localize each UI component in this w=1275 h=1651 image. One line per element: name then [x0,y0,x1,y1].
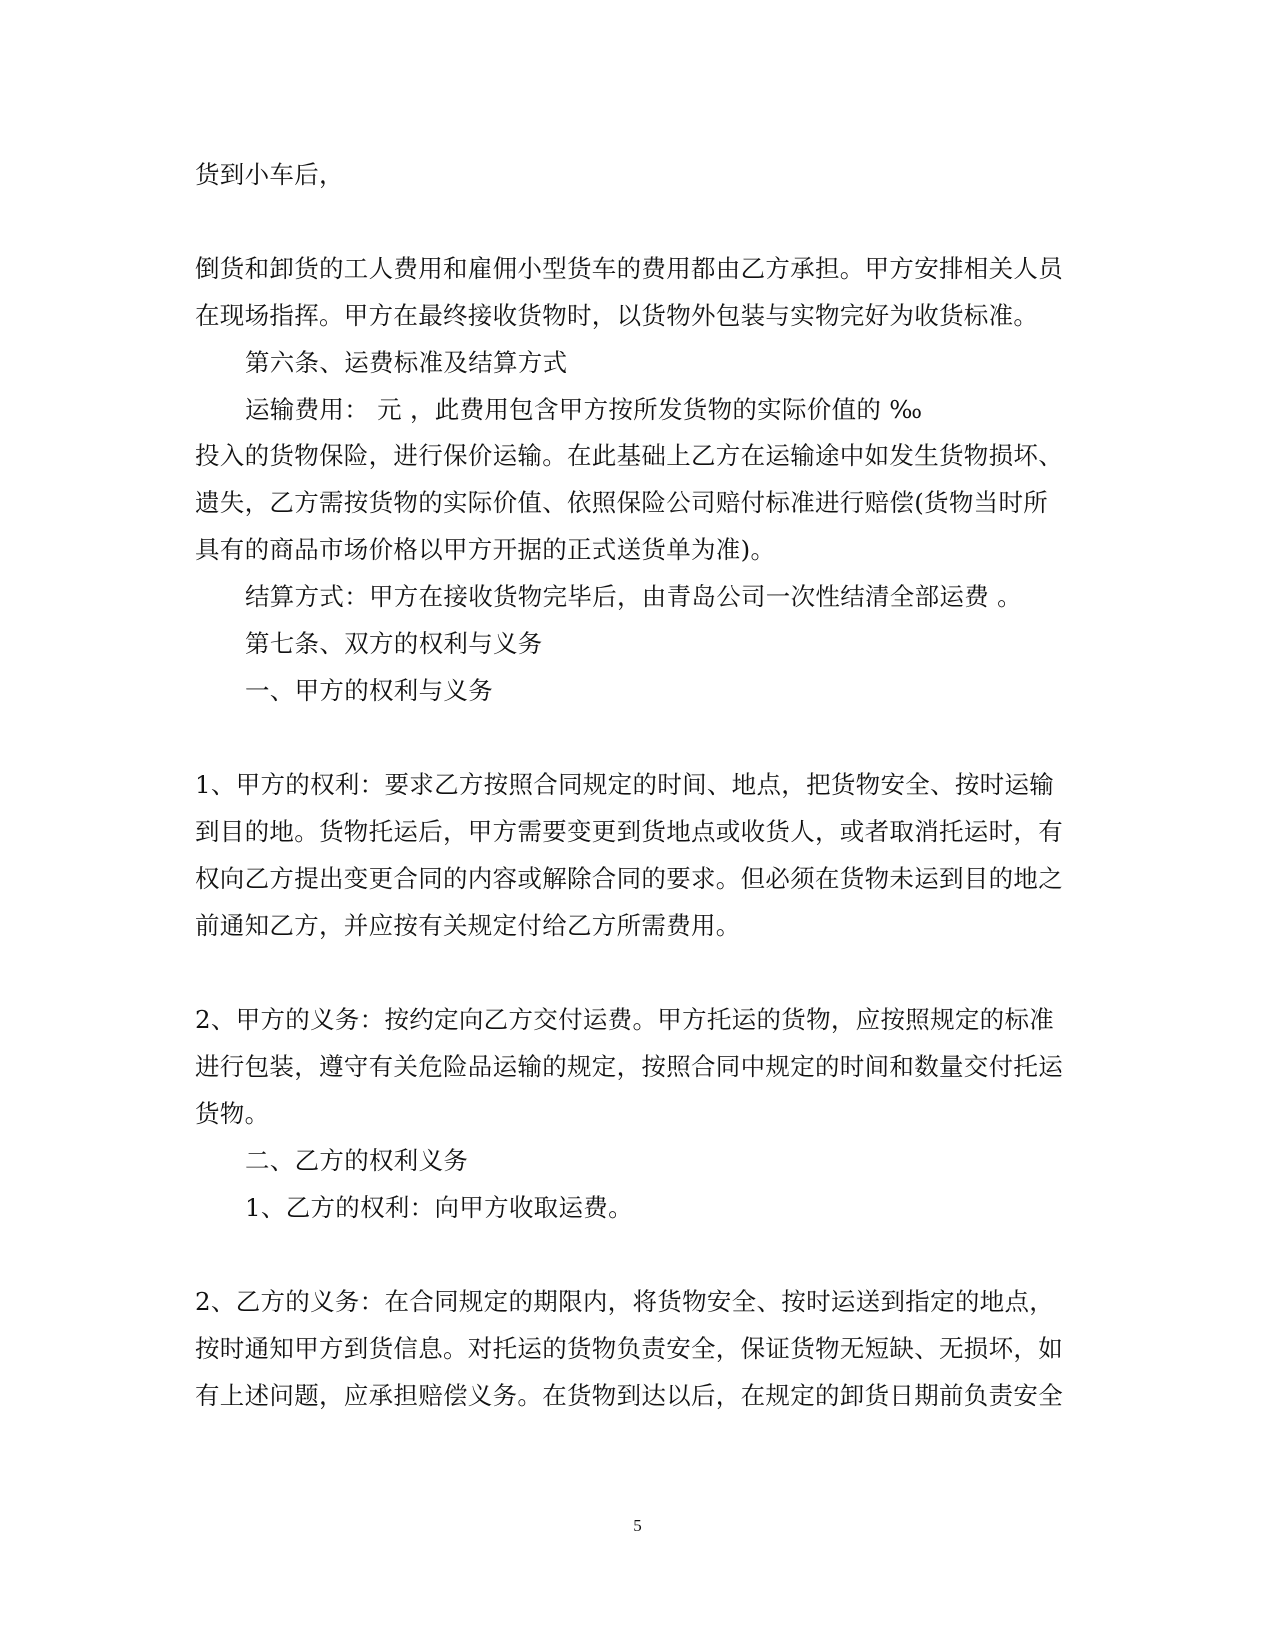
text-line: 按时通知甲方到货信息。对托运的货物负责安全，保证货物无短缺、无损坏，如 [195,1334,1063,1363]
text-line: 2、甲方的义务：按约定向乙方交付运费。甲方托运的货物，应按照规定的标准 [195,1005,1055,1034]
text-line: 到目的地。货物托运后，甲方需要变更到货地点或收货人，或者取消托运时，有 [195,817,1063,846]
text-line: 在现场指挥。甲方在最终接收货物时，以货物外包装与实物完好为收货标准。 [195,301,1039,330]
text-line: 具有的商品市场价格以甲方开据的正式送货单为准)。 [195,535,776,564]
text-line: 倒货和卸货的工人费用和雇佣小型货车的费用都由乙方承担。甲方安排相关人员 [195,254,1063,283]
text-line: 2、乙方的义务：在合同规定的期限内，将货物安全、按时运送到指定的地点， [195,1287,1055,1316]
text-line: 运输费用： 元 ，此费用包含甲方按所发货物的实际价值的 ‰ [245,395,923,424]
text-line: 前通知乙方，并应按有关规定付给乙方所需费用。 [195,911,741,940]
subsection-heading: 一、甲方的权利与义务 [245,676,493,705]
text-line: 有上述问题，应承担赔偿义务。在货物到达以后，在规定的卸货日期前负责安全 [195,1381,1063,1410]
text-line: 1、甲方的权利：要求乙方按照合同规定的时间、地点，把货物安全、按时运输 [195,770,1055,799]
text-line: 1、乙方的权利：向甲方收取运费。 [245,1193,633,1222]
text-line: 投入的货物保险，进行保价运输。在此基础上乙方在运输途中如发生货物损坏、 [195,441,1063,470]
section-heading: 第六条、运费标准及结算方式 [245,348,568,377]
text-line: 遗失，乙方需按货物的实际价值、依照保险公司赔付标准进行赔偿(货物当时所 [195,488,1049,517]
text-line: 货物。 [195,1099,270,1128]
page-number: 5 [633,1516,642,1535]
text-line: 进行包装，遵守有关危险品运输的规定，按照合同中规定的时间和数量交付托运 [195,1052,1063,1081]
text-line: 权向乙方提出变更合同的内容或解除合同的要求。但必须在货物未运到目的地之 [195,864,1063,893]
text-line: 货到小车后， [195,160,344,189]
section-heading: 第七条、双方的权利与义务 [245,629,543,658]
text-line: 结算方式：甲方在接收货物完毕后，由青岛公司一次性结清全部运费 。 [245,582,1022,611]
subsection-heading: 二、乙方的权利义务 [245,1146,469,1175]
